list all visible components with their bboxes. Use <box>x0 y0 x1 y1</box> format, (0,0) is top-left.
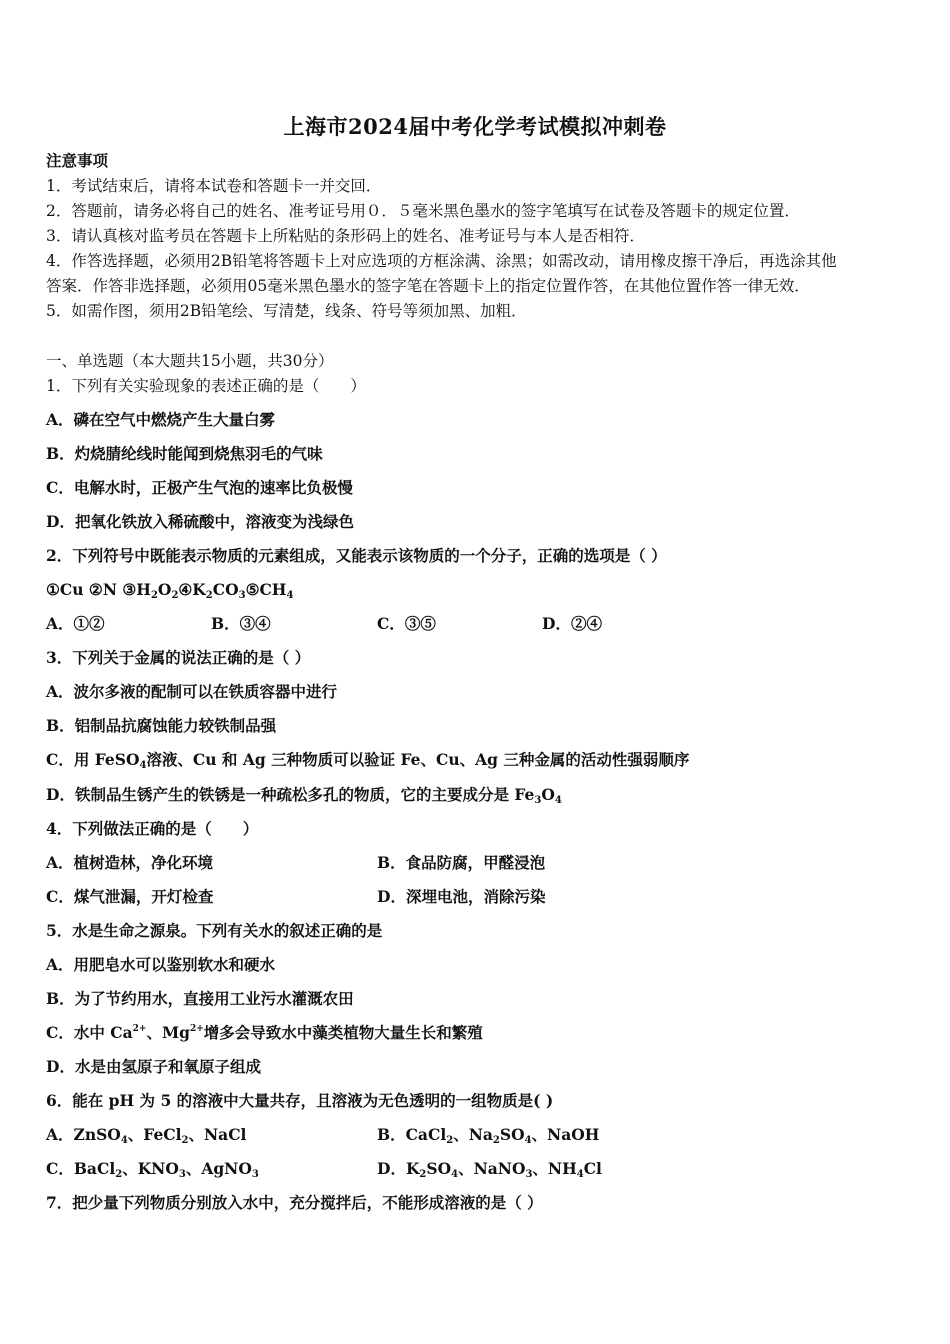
question-5-stem: 5．水是生命之源泉。下列有关水的叙述正确的是 <box>46 921 383 940</box>
symbol-text: ③H <box>122 580 151 599</box>
q6-option-b <box>377 1125 599 1145</box>
symbol-text: ④K <box>178 580 206 599</box>
option-text: 、Mg <box>146 1023 190 1042</box>
option-text: 、Na <box>453 1125 493 1144</box>
option-text: O <box>541 785 555 804</box>
subscript: 2 <box>446 1135 454 1146</box>
symbol-text: ①Cu <box>46 580 84 599</box>
option-text: 、NaCl <box>188 1125 247 1144</box>
q4-option-b: B．食品防腐，甲醛浸泡 <box>377 853 546 872</box>
q6-option-d <box>377 1159 602 1179</box>
subscript: 2 <box>115 1169 123 1180</box>
option-text: B．CaCl <box>377 1125 447 1144</box>
option-text: C．用 FeSO <box>46 750 140 769</box>
subscript: 2 <box>492 1135 500 1146</box>
q5-option-c <box>46 1023 483 1043</box>
subscript: 3 <box>238 590 246 601</box>
subscript: 4 <box>576 1169 584 1180</box>
notice-item: 5．如需作图，须用2B铅笔绘、写清楚，线条、符号等须加黑、加粗． <box>46 302 527 320</box>
option-text: 、KNO <box>122 1159 179 1178</box>
option-text: SO <box>499 1125 525 1144</box>
q4-option-d: D．深埋电池，消除污染 <box>377 887 546 906</box>
q1-option-d: D．把氧化铁放入稀硫酸中，溶液变为浅绿色 <box>46 512 354 531</box>
q6-option-a <box>46 1125 246 1145</box>
q6-option-c <box>46 1159 259 1179</box>
subscript: 4 <box>120 1135 128 1146</box>
q1-option-b: B．灼烧腈纶线时能闻到烧焦羽毛的气味 <box>46 444 323 463</box>
symbol-text: O <box>157 580 172 599</box>
option-text: C．水中 Ca <box>46 1023 133 1042</box>
question-6-stem: 6．能在 pH 为 5 的溶液中大量共存，且溶液为无色透明的一组物质是( ) <box>46 1091 554 1110</box>
superscript: 2+ <box>189 1024 204 1034</box>
option-text: 、AgNO <box>185 1159 252 1178</box>
option-text: D．K <box>377 1159 420 1178</box>
subscript: 4 <box>451 1169 459 1180</box>
subscript: 3 <box>251 1169 259 1180</box>
question-1-stem: 1．下列有关实验现象的表述正确的是（ ） <box>46 377 366 395</box>
q4-option-c: C．煤气泄漏，开灯检查 <box>46 887 214 906</box>
q2-option-d: D．②④ <box>542 614 602 633</box>
q5-option-b: B．为了节约用水，直接用工业污水灌溉农田 <box>46 989 354 1008</box>
question-7-stem: 7．把少量下列物质分别放入水中，充分搅拌后，不能形成溶液的是（ ） <box>46 1193 543 1212</box>
q5-option-d: D．水是由氢原子和氧原子组成 <box>46 1057 261 1076</box>
subscript: 3 <box>178 1169 186 1180</box>
option-text: 、FeCl <box>127 1125 182 1144</box>
subscript: 2 <box>171 590 179 601</box>
subscript: 4 <box>524 1135 532 1146</box>
subscript: 4 <box>286 590 294 601</box>
q3-option-a: A．波尔多液的配制可以在铁质容器中进行 <box>46 682 338 701</box>
option-text: SO <box>426 1159 452 1178</box>
option-text: 溶液、Cu 和 Ag 三种物质可以验证 Fe、Cu、Ag 三种金属的活动性强弱顺序 <box>146 750 690 769</box>
notice-item: 3．请认真核对监考员在答题卡上所粘贴的条形码上的姓名、准考证号与本人是否相符． <box>46 227 645 245</box>
q4-option-a: A．植树造林，净化环境 <box>46 853 214 872</box>
option-text: D．铁制品生锈产生的铁锈是一种疏松多孔的物质，它的主要成分是 Fe <box>46 785 535 804</box>
subscript: 2 <box>419 1169 427 1180</box>
option-text: 增多会导致水中藻类植物大量生长和繁殖 <box>203 1023 483 1042</box>
subscript: 4 <box>554 795 562 806</box>
question-2-stem: 2．下列符号中既能表示物质的元素组成，又能表示该物质的一个分子，正确的选项是（ ） <box>46 546 667 565</box>
symbol-text: ⑤CH <box>245 580 287 599</box>
option-text: 、NaOH <box>531 1125 600 1144</box>
superscript: 2+ <box>132 1024 147 1034</box>
q2-option-a: A．①② <box>46 614 105 633</box>
q3-option-b: B．铝制品抗腐蚀能力较铁制品强 <box>46 716 277 735</box>
notice-item: 1．考试结束后，请将本试卷和答题卡一并交回． <box>46 177 382 195</box>
subscript: 3 <box>534 795 542 806</box>
subscript: 2 <box>150 590 158 601</box>
q2-option-c: C．③⑤ <box>377 614 436 633</box>
question-4-stem: 4．下列做法正确的是（ ） <box>46 819 259 838</box>
q1-option-a: A．磷在空气中燃烧产生大量白雾 <box>46 410 276 429</box>
notice-item: 2．答题前，请务必将自己的姓名、准考证号用０．５毫米黑色墨水的签字笔填写在试卷及答题卡的规定位置． <box>46 202 800 220</box>
subscript: 2 <box>181 1135 189 1146</box>
option-text: A．ZnSO <box>46 1125 121 1144</box>
q3-option-d <box>46 785 562 805</box>
notice-item: 4．作答选择题，必须用2B铅笔将答题卡上对应选项的方框涂满、涂黑；如需改动，请用橡皮擦干净后，再选涂其他 <box>46 252 837 270</box>
notice-heading: 注意事项 <box>46 151 109 170</box>
option-text: 、NH <box>532 1159 577 1178</box>
subscript: 2 <box>205 590 213 601</box>
section-heading: 一、单选题（本大题共15小题，共30分） <box>46 352 334 370</box>
option-text: C．BaCl <box>46 1159 116 1178</box>
option-text: Cl <box>583 1159 602 1178</box>
subscript: 4 <box>139 760 147 771</box>
q3-option-c <box>46 750 689 770</box>
q1-option-c: C．电解水时，正极产生气泡的速率比负极慢 <box>46 478 353 497</box>
page-title: 上海市2024届中考化学考试模拟冲刺卷 <box>283 114 667 139</box>
option-text: 、NaNO <box>458 1159 526 1178</box>
q2-option-b: B．③④ <box>211 614 271 633</box>
notice-item: 答案．作答非选择题，必须用05毫米黑色墨水的签字笔在答题卡上的指定位置作答，在其他位置作答一律无效． <box>46 277 810 295</box>
question-3-stem: 3．下列关于金属的说法正确的是（ ） <box>46 648 311 667</box>
subscript: 3 <box>525 1169 533 1180</box>
q2-symbols <box>46 580 293 600</box>
symbol-text: CO <box>212 580 239 599</box>
symbol-text: ②N <box>88 580 117 599</box>
q5-option-a: A．用肥皂水可以鉴别软水和硬水 <box>46 955 276 974</box>
